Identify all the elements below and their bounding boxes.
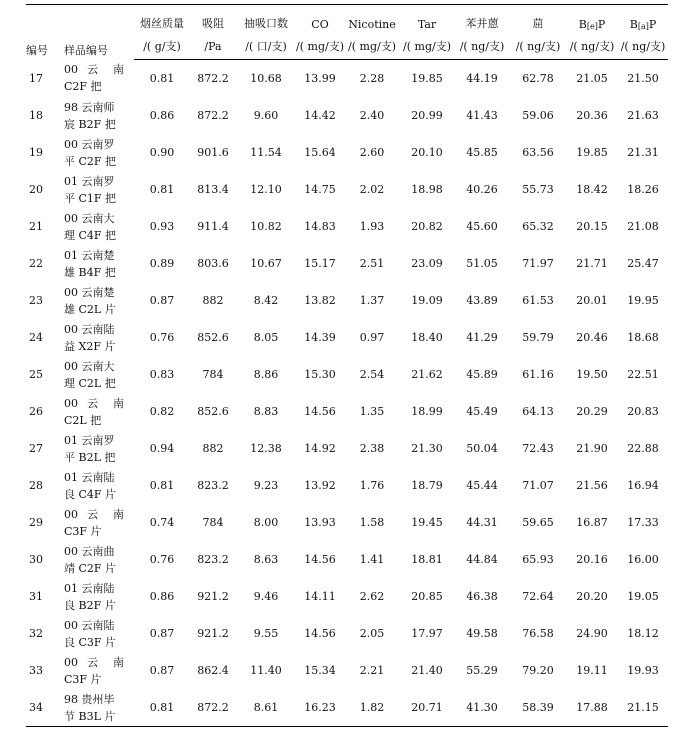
sample-name-line-1: 00 云 南: [64, 63, 124, 77]
cell-puffs: 8.83: [253, 405, 279, 418]
table-body: [26, 60, 668, 727]
cell-sample-name: [64, 393, 134, 430]
sample-name-line-1: 01 云南罗: [64, 174, 115, 188]
table-row: [26, 467, 668, 504]
data-table: [26, 4, 668, 727]
cell-tobacco-mass: 0.89: [149, 257, 175, 270]
cell-id: 33: [29, 664, 43, 677]
sample-name-line-2: 良 C3F 片: [64, 635, 117, 649]
cell-puffs: 9.55: [253, 627, 279, 640]
cell-bap: 18.12: [627, 627, 659, 640]
cell-benzanthracene: 50.04: [466, 442, 498, 455]
cell-chrysene: 63.56: [522, 146, 554, 159]
cell-tar: 19.85: [411, 72, 443, 85]
cell-resistance: 872.2: [190, 689, 236, 727]
cell-co: 15.30: [304, 368, 336, 381]
header-resistance: 吸阻: [190, 5, 236, 34]
cell-puffs: 9.46: [253, 590, 279, 603]
cell-bap: 22.51: [627, 368, 659, 381]
cell-tar: 20.99: [411, 109, 443, 122]
cell-tar: 19.09: [411, 294, 443, 307]
cell-nicotine: 2.05: [359, 627, 385, 640]
cell-id: 24: [29, 331, 43, 344]
unit-bap: /( ng/支): [618, 33, 668, 60]
cell-tar: 19.45: [411, 516, 443, 529]
cell-chrysene: 61.53: [522, 294, 554, 307]
cell-chrysene: 65.93: [522, 553, 554, 566]
cell-chrysene: 65.32: [522, 220, 554, 233]
sample-name-line-2: 平 B2L 把: [64, 450, 116, 464]
cell-id: 21: [29, 220, 43, 233]
cell-resistance: 882: [202, 294, 224, 307]
cell-tar: 18.99: [411, 405, 443, 418]
cell-benzanthracene: 49.58: [466, 627, 498, 640]
cell-tobacco-mass: 0.87: [149, 627, 175, 640]
cell-nicotine: 2.38: [359, 442, 385, 455]
cell-tobacco-mass: 0.86: [149, 590, 175, 603]
sample-name-line-2: 宸 B2F 把: [64, 117, 116, 131]
cell-benzanthracene: 44.19: [466, 72, 498, 85]
cell-id: 20: [29, 183, 43, 196]
cell-co: 14.56: [304, 627, 336, 640]
cell-resistance: 882: [202, 442, 224, 455]
cell-sample-name: [64, 541, 134, 578]
cell-bep: 16.87: [576, 516, 608, 529]
unit-tar: /( mg/支): [400, 33, 454, 60]
cell-nicotine: 2.28: [359, 72, 385, 85]
cell-tobacco-mass: 0.94: [149, 442, 175, 455]
sample-name-line-2: 节 B3L 片: [64, 709, 116, 723]
cell-sample-name: [64, 208, 134, 245]
header-bap: $B_{[a]}P$: [618, 5, 668, 34]
cell-bep: 21.05: [576, 72, 608, 85]
cell-sample-name: [64, 689, 134, 727]
cell-co: 13.82: [304, 294, 336, 307]
sample-name-line-2: C3F 片: [64, 524, 102, 538]
cell-bap: 21.08: [627, 220, 659, 233]
cell-chrysene: 59.06: [522, 109, 554, 122]
cell-resistance: 921.2: [197, 590, 229, 603]
cell-resistance: 803.6: [197, 257, 229, 270]
cell-nicotine: 2.40: [359, 109, 385, 122]
cell-bap: 21.50: [627, 72, 659, 85]
cell-nicotine: 1.37: [359, 294, 385, 307]
cell-sample-name: [64, 245, 134, 282]
cell-nicotine: 2.02: [359, 183, 385, 196]
header-id: 编号: [26, 5, 64, 60]
cell-tobacco-mass: 0.83: [149, 368, 175, 381]
cell-puffs: 10.82: [250, 220, 282, 233]
cell-bap: 19.95: [627, 294, 659, 307]
header-nicotine: Nicotine: [344, 5, 400, 34]
header-tobacco-mass: 烟丝质量: [134, 5, 190, 34]
cell-sample-name: [64, 356, 134, 393]
sample-name-line-1: 00 云 南: [64, 507, 124, 521]
unit-bep: /( ng/支): [566, 33, 618, 60]
table-row: [26, 319, 668, 356]
cell-id: 26: [29, 405, 43, 418]
cell-co: 14.42: [304, 109, 336, 122]
table-row: [26, 134, 668, 171]
table-row: [26, 615, 668, 652]
sample-name-line-2: 良 C4F 片: [64, 487, 117, 501]
cell-bep: 19.11: [576, 664, 608, 677]
cell-chrysene: 59.79: [522, 331, 554, 344]
cell-bep: 19.85: [576, 146, 608, 159]
cell-nicotine: 2.21: [359, 664, 385, 677]
cell-tar: 18.79: [411, 479, 443, 492]
cell-benzanthracene: 55.29: [466, 664, 498, 677]
sample-name-line-1: 00 云南大: [64, 359, 115, 373]
cell-sample-name: [64, 467, 134, 504]
cell-id: 30: [29, 553, 43, 566]
cell-benzanthracene: 41.29: [466, 331, 498, 344]
cell-id: 31: [29, 590, 43, 603]
cell-bap: 21.31: [627, 146, 659, 159]
cell-nicotine: 2.54: [359, 368, 385, 381]
cell-puffs: 10.67: [250, 257, 282, 270]
cell-resistance: 901.6: [197, 146, 229, 159]
table-row: [26, 430, 668, 467]
sample-name-line-1: 00 云南陆: [64, 618, 115, 632]
cell-id: 34: [26, 689, 64, 727]
cell-benzanthracene: 44.84: [466, 553, 498, 566]
cell-resistance: 823.2: [197, 479, 229, 492]
cell-bap: 18.26: [627, 183, 659, 196]
cell-puffs: 8.42: [253, 294, 279, 307]
cell-chrysene: 58.39: [510, 689, 566, 727]
cell-puffs: 10.68: [250, 72, 282, 85]
sample-name-line-2: 平 C1F 把: [64, 191, 117, 205]
cell-resistance: 862.4: [197, 664, 229, 677]
cell-bep: 20.16: [576, 553, 608, 566]
cell-bep: 20.36: [576, 109, 608, 122]
cell-resistance: 921.2: [197, 627, 229, 640]
cell-nicotine: 1.93: [359, 220, 385, 233]
cell-puffs: 11.40: [250, 664, 282, 677]
sample-name-line-2: C2L 把: [64, 413, 102, 427]
cell-tar: 23.09: [411, 257, 443, 270]
cell-tar: 17.97: [411, 627, 443, 640]
table-row: [26, 393, 668, 430]
cell-id: 29: [29, 516, 43, 529]
cell-nicotine: 2.62: [359, 590, 385, 603]
cell-bep: 20.29: [576, 405, 608, 418]
cell-puffs: 8.86: [253, 368, 279, 381]
cell-co: 15.34: [304, 664, 336, 677]
cell-co: 14.56: [304, 553, 336, 566]
cell-benzanthracene: 45.44: [466, 479, 498, 492]
cell-id: 27: [29, 442, 43, 455]
table-row: [26, 208, 668, 245]
cell-tobacco-mass: 0.93: [149, 220, 175, 233]
table-row: [26, 245, 668, 282]
sample-name-line-1: 00 云 南: [64, 396, 124, 410]
table-row: [26, 60, 668, 98]
cell-id: 19: [29, 146, 43, 159]
sample-name-line-1: 00 云南大: [64, 211, 115, 225]
cell-id: 28: [29, 479, 43, 492]
cell-bap: 16.00: [627, 553, 659, 566]
sample-name-line-2: 理 C4F 把: [64, 228, 117, 242]
cell-bep: 20.15: [576, 220, 608, 233]
cell-bep: 20.46: [576, 331, 608, 344]
cell-nicotine: 1.82: [344, 689, 400, 727]
cell-puffs: 12.10: [250, 183, 282, 196]
cell-resistance: 852.6: [197, 405, 229, 418]
cell-tobacco-mass: 0.87: [149, 294, 175, 307]
unit-resistance: /Pa: [190, 33, 236, 60]
cell-bep: 24.90: [576, 627, 608, 640]
cell-puffs: 8.61: [236, 689, 296, 727]
cell-nicotine: 1.76: [359, 479, 385, 492]
cell-tar: 21.40: [411, 664, 443, 677]
cell-bap: 19.93: [627, 664, 659, 677]
cell-co: 15.64: [304, 146, 336, 159]
sample-name-line-2: 靖 C2F 片: [64, 561, 117, 575]
cell-id: 25: [29, 368, 43, 381]
unit-benzanthracene: /( ng/支): [454, 33, 510, 60]
cell-benzanthracene: 41.30: [454, 689, 510, 727]
cell-benzanthracene: 45.85: [466, 146, 498, 159]
sample-name-line-1: 00 云南罗: [64, 137, 115, 151]
cell-sample-name: [64, 60, 134, 98]
sample-name-line-1: 98 云南师: [64, 100, 115, 114]
cell-bap: 17.33: [627, 516, 659, 529]
cell-sample-name: [64, 578, 134, 615]
sample-name-line-2: 雄 C2L 片: [64, 302, 116, 316]
cell-bap: 16.94: [627, 479, 659, 492]
sample-name-line-1: 00 云南曲: [64, 544, 115, 558]
cell-chrysene: 59.65: [522, 516, 554, 529]
cell-bap: 25.47: [627, 257, 659, 270]
cell-bep: 18.42: [576, 183, 608, 196]
cell-sample-name: [64, 652, 134, 689]
cell-sample-name: [64, 319, 134, 356]
cell-resistance: 852.6: [197, 331, 229, 344]
cell-nicotine: 1.41: [359, 553, 385, 566]
cell-sample-name: [64, 134, 134, 171]
cell-chrysene: 71.97: [522, 257, 554, 270]
header-benzanthracene: 苯并蒽: [454, 5, 510, 34]
table-row: [26, 282, 668, 319]
cell-co: 16.23: [296, 689, 344, 727]
cell-bep: 19.50: [576, 368, 608, 381]
sample-name-line-2: 良 B2F 片: [64, 598, 116, 612]
unit-nicotine: /( mg/支): [344, 33, 400, 60]
cell-sample-name: [64, 171, 134, 208]
sample-name-line-2: 益 X2F 片: [64, 339, 116, 353]
unit-chrysene: /( ng/支): [510, 33, 566, 60]
header-sample-name: 样品编号: [64, 5, 134, 60]
table-row: [26, 689, 668, 727]
sample-name-line-2: 雄 B4F 把: [64, 265, 116, 279]
cell-bep: 20.20: [576, 590, 608, 603]
header-chrysene: 䓛: [510, 5, 566, 34]
cell-bap: 20.83: [627, 405, 659, 418]
cell-co: 13.93: [304, 516, 336, 529]
cell-bap: 21.15: [618, 689, 668, 727]
header-row-1: [26, 5, 668, 34]
cell-puffs: 8.00: [253, 516, 279, 529]
cell-tobacco-mass: 0.81: [149, 72, 175, 85]
cell-puffs: 8.05: [253, 331, 279, 344]
table-row: [26, 97, 668, 134]
sample-name-line-1: 00 云南陆: [64, 322, 115, 336]
cell-co: 14.92: [304, 442, 336, 455]
cell-sample-name: [64, 504, 134, 541]
cell-bep: 21.90: [576, 442, 608, 455]
sample-name-line-1: 01 云南楚: [64, 248, 115, 262]
cell-co: 14.75: [304, 183, 336, 196]
cell-id: 17: [29, 71, 43, 85]
header-tar: Tar: [400, 5, 454, 34]
cell-puffs: 8.63: [253, 553, 279, 566]
cell-chrysene: 72.43: [522, 442, 554, 455]
cell-nicotine: 2.51: [359, 257, 385, 270]
cell-tar: 20.71: [400, 689, 454, 727]
cell-resistance: 872.2: [197, 109, 229, 122]
cell-tar: 18.98: [411, 183, 443, 196]
cell-id: 32: [29, 627, 43, 640]
cell-puffs: 12.38: [250, 442, 282, 455]
sample-name-line-2: 理 C2L 把: [64, 376, 116, 390]
cell-tar: 18.40: [411, 331, 443, 344]
cell-co: 14.83: [304, 220, 336, 233]
cell-benzanthracene: 41.43: [466, 109, 498, 122]
cell-benzanthracene: 40.26: [466, 183, 498, 196]
cell-bep: 20.01: [576, 294, 608, 307]
cell-nicotine: 0.97: [359, 331, 385, 344]
table-row: [26, 504, 668, 541]
cell-puffs: 9.23: [253, 479, 279, 492]
cell-chrysene: 79.20: [522, 664, 554, 677]
table-row: [26, 541, 668, 578]
cell-tobacco-mass: 0.87: [149, 664, 175, 677]
cell-tobacco-mass: 0.76: [149, 553, 175, 566]
sample-name-line-1: 00 云南楚: [64, 285, 115, 299]
cell-chrysene: 55.73: [522, 183, 554, 196]
cell-tobacco-mass: 0.81: [134, 689, 190, 727]
cell-resistance: 813.4: [197, 183, 229, 196]
cell-tobacco-mass: 0.90: [149, 146, 175, 159]
cell-chrysene: 62.78: [522, 72, 554, 85]
table-row: [26, 356, 668, 393]
sample-name-line-2: 平 C2F 把: [64, 154, 117, 168]
cell-sample-name: [64, 615, 134, 652]
cell-co: 15.17: [304, 257, 336, 270]
cell-benzanthracene: 51.05: [466, 257, 498, 270]
header-puffs: 抽吸口数: [236, 5, 296, 34]
cell-chrysene: 76.58: [522, 627, 554, 640]
cell-tobacco-mass: 0.74: [149, 516, 175, 529]
cell-tobacco-mass: 0.86: [149, 109, 175, 122]
cell-resistance: 784: [202, 368, 224, 381]
cell-co: 14.39: [304, 331, 336, 344]
cell-chrysene: 72.64: [522, 590, 554, 603]
cell-benzanthracene: 45.60: [466, 220, 498, 233]
cell-benzanthracene: 45.89: [466, 368, 498, 381]
cell-co: 13.99: [304, 72, 336, 85]
cell-resistance: 784: [202, 516, 224, 529]
sample-name-line-2: C3F 片: [64, 672, 102, 686]
cell-resistance: 872.2: [197, 72, 229, 85]
cell-bep: 21.71: [576, 257, 608, 270]
cell-bap: 22.88: [627, 442, 659, 455]
sample-name-line-1: 01 云南陆: [64, 581, 115, 595]
table-row: [26, 652, 668, 689]
cell-chrysene: 71.07: [522, 479, 554, 492]
cell-sample-name: [64, 97, 134, 134]
cell-id: 23: [29, 294, 43, 307]
cell-bap: 19.05: [627, 590, 659, 603]
cell-tobacco-mass: 0.81: [149, 183, 175, 196]
cell-chrysene: 64.13: [522, 405, 554, 418]
cell-chrysene: 61.16: [522, 368, 554, 381]
sample-name-line-1: 01 云南陆: [64, 470, 115, 484]
cell-id: 18: [29, 109, 43, 122]
cell-tar: 18.81: [411, 553, 443, 566]
header-bep: $B_{[e]}P$: [566, 5, 618, 34]
unit-co: /( mg/支): [296, 33, 344, 60]
cell-tar: 20.10: [411, 146, 443, 159]
cell-bep: 17.88: [566, 689, 618, 727]
header-co: CO: [296, 5, 344, 34]
cell-co: 14.11: [304, 590, 336, 603]
cell-nicotine: 1.35: [359, 405, 385, 418]
cell-tar: 20.82: [411, 220, 443, 233]
cell-co: 14.56: [304, 405, 336, 418]
cell-nicotine: 1.58: [359, 516, 385, 529]
cell-benzanthracene: 43.89: [466, 294, 498, 307]
cell-nicotine: 2.60: [359, 146, 385, 159]
cell-id: 22: [29, 257, 43, 270]
cell-resistance: 911.4: [197, 220, 229, 233]
cell-tobacco-mass: 0.76: [149, 331, 175, 344]
cell-tar: 20.85: [411, 590, 443, 603]
cell-sample-name: [64, 282, 134, 319]
cell-benzanthracene: 46.38: [466, 590, 498, 603]
cell-co: 13.92: [304, 479, 336, 492]
unit-tobacco-mass: /( g/支): [134, 33, 190, 60]
cell-benzanthracene: 45.49: [466, 405, 498, 418]
cell-bap: 18.68: [627, 331, 659, 344]
sample-name-line-1: 98 贵州毕: [64, 692, 115, 706]
cell-bap: 21.63: [627, 109, 659, 122]
cell-sample-name: [64, 430, 134, 467]
cell-tobacco-mass: 0.82: [149, 405, 175, 418]
cell-puffs: 11.54: [250, 146, 282, 159]
sample-name-line-2: C2F 把: [64, 80, 102, 94]
cell-tar: 21.62: [411, 368, 443, 381]
unit-puffs: /( 口/支): [236, 33, 296, 60]
table-row: [26, 171, 668, 208]
cell-benzanthracene: 44.31: [466, 516, 498, 529]
sample-name-line-1: 00 云 南: [64, 655, 124, 669]
sample-name-line-1: 01 云南罗: [64, 433, 115, 447]
cell-resistance: 823.2: [197, 553, 229, 566]
cell-tobacco-mass: 0.81: [149, 479, 175, 492]
cell-bep: 21.56: [576, 479, 608, 492]
cell-puffs: 9.60: [253, 109, 279, 122]
cell-tar: 21.30: [411, 442, 443, 455]
table-row: [26, 578, 668, 615]
